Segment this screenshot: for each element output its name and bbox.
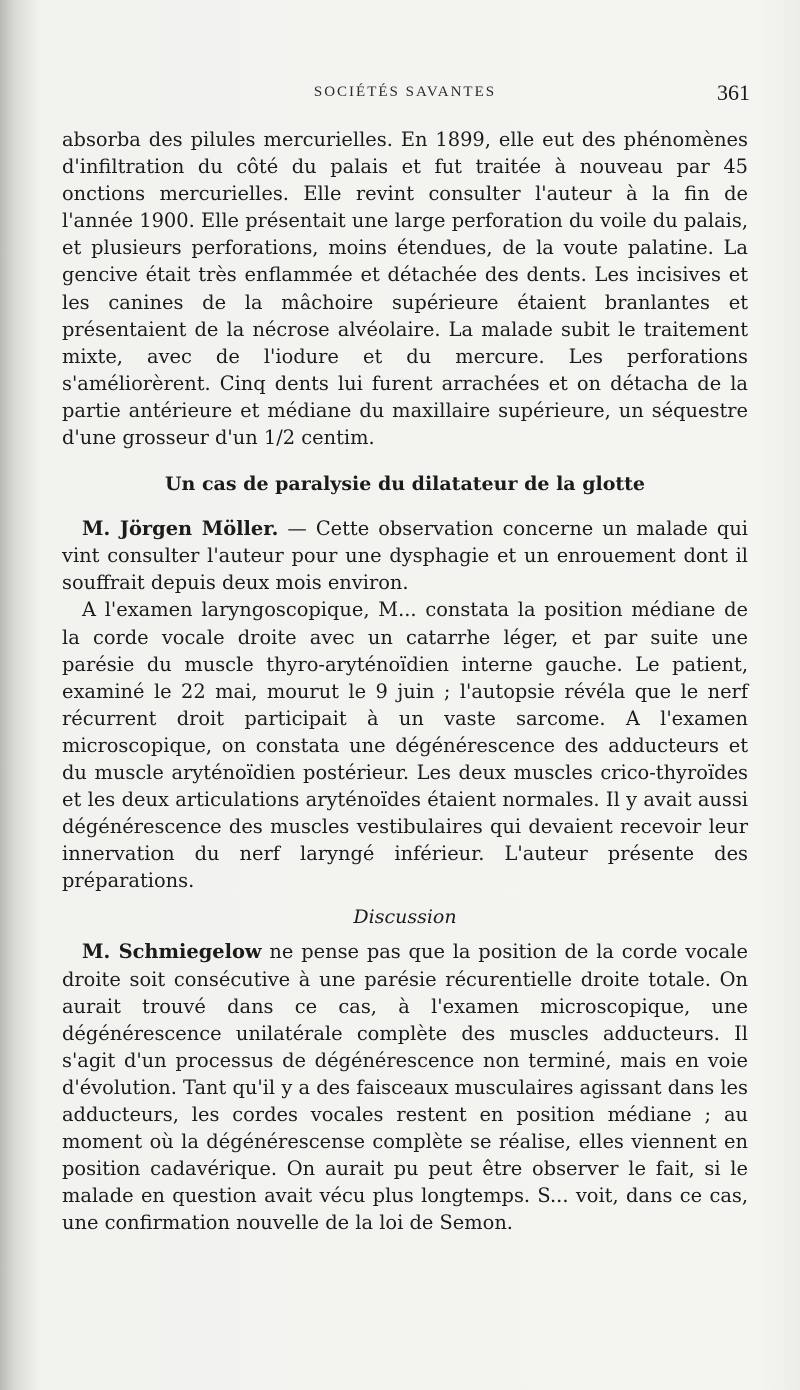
speaker-name: M. Jörgen Möller. bbox=[82, 517, 279, 541]
body-text bbox=[62, 126, 748, 1236]
paragraph-moller bbox=[62, 515, 748, 596]
speaker-name: M. Schmiegelow bbox=[82, 940, 262, 964]
paragraph-text: ne pense pas que la position de la corde vocale droite soit consécutive à une parésie récurentielle droite totale. On aurait trouvé dans ce cas, à l'examen microscopique, une dégénérescence unilatérale complète des muscles adducteurs. Il s'agit d'un processus de dégénérescence non terminé, mais en voie d'évolution. Tant qu'il y a des faisceaux musculaires agissant dans les adducteurs, les cordes vocales restent en position médiane ; au moment où la dégénérescense complète se réalise, elles viennent en position cadavérique. On aurait pu peut être observer le fait, si le malade en question avait vécu plus longtemps. S... voit, dans ce cas, une confirmation nouvelle de la loi de Semon. bbox=[62, 940, 748, 1235]
paragraph-text: — Cette observation concerne un malade qui vint consulter l'auteur pour une dysphagie et un enrouement dont il souffrait depuis deux mois environ. bbox=[62, 517, 749, 595]
paragraph-continuation: absorba des pilules mercurielles. En 1899, elle eut des phénomènes d'infiltration du côté du palais et fut traitée à nouveau par 45 onctions mercurielles. Elle revint consulter l'auteur à la fin de l'année 1900. Elle présentait une large perforation du voile du palais, et plusieurs perforations, moins étendues, de la voute palatine. La gencive était très enflammée et détachée des dents. Les incisives et les canines de la mâchoire supérieure étaient branlantes et présentaient de la nécrose alvéolaire. La malade subit le traitement mixte, avec de l'iodure et du mercure. Les perforations s'améliorèrent. Cinq dents lui furent arrachées et on détacha de la partie antérieure et médiane du maxillaire supérieure, un séquestre d'une grosseur d'un 1/2 centim. bbox=[62, 128, 748, 450]
paragraph-schmiegelow bbox=[62, 938, 748, 1236]
section-title: Un cas de paralysie du dilatateur de la glotte bbox=[164, 473, 646, 496]
page-header bbox=[60, 78, 750, 112]
discussion-heading: Discussion bbox=[353, 906, 457, 929]
page-number: 361 bbox=[717, 80, 750, 105]
running-head: SOCIÉTÉS SAVANTES bbox=[313, 84, 497, 100]
paragraph-examination: A l'examen laryngoscopique, M... constata la position médiane de la corde vocale droite avec un catarrhe léger, et par suite une parésie du muscle thyro-aryténoïdien interne gauche. Le patient, examiné le 22 mai, mourut le 9 juin ; l'autopsie révéla que le nerf récurrent droit participait à un vaste sarcome. A l'examen microscopique, on constata une dégénérescence des adducteurs et du muscle aryténoïdien postérieur. Les deux muscles crico-thyroïdes et les deux articulations aryténoïdes étaient normales. Il y avait aussi dégénérescence des muscles vestibulaires qui devaient recevoir leur innervation du nerf laryngé inférieur. L'auteur présente des préparations. bbox=[62, 598, 748, 893]
